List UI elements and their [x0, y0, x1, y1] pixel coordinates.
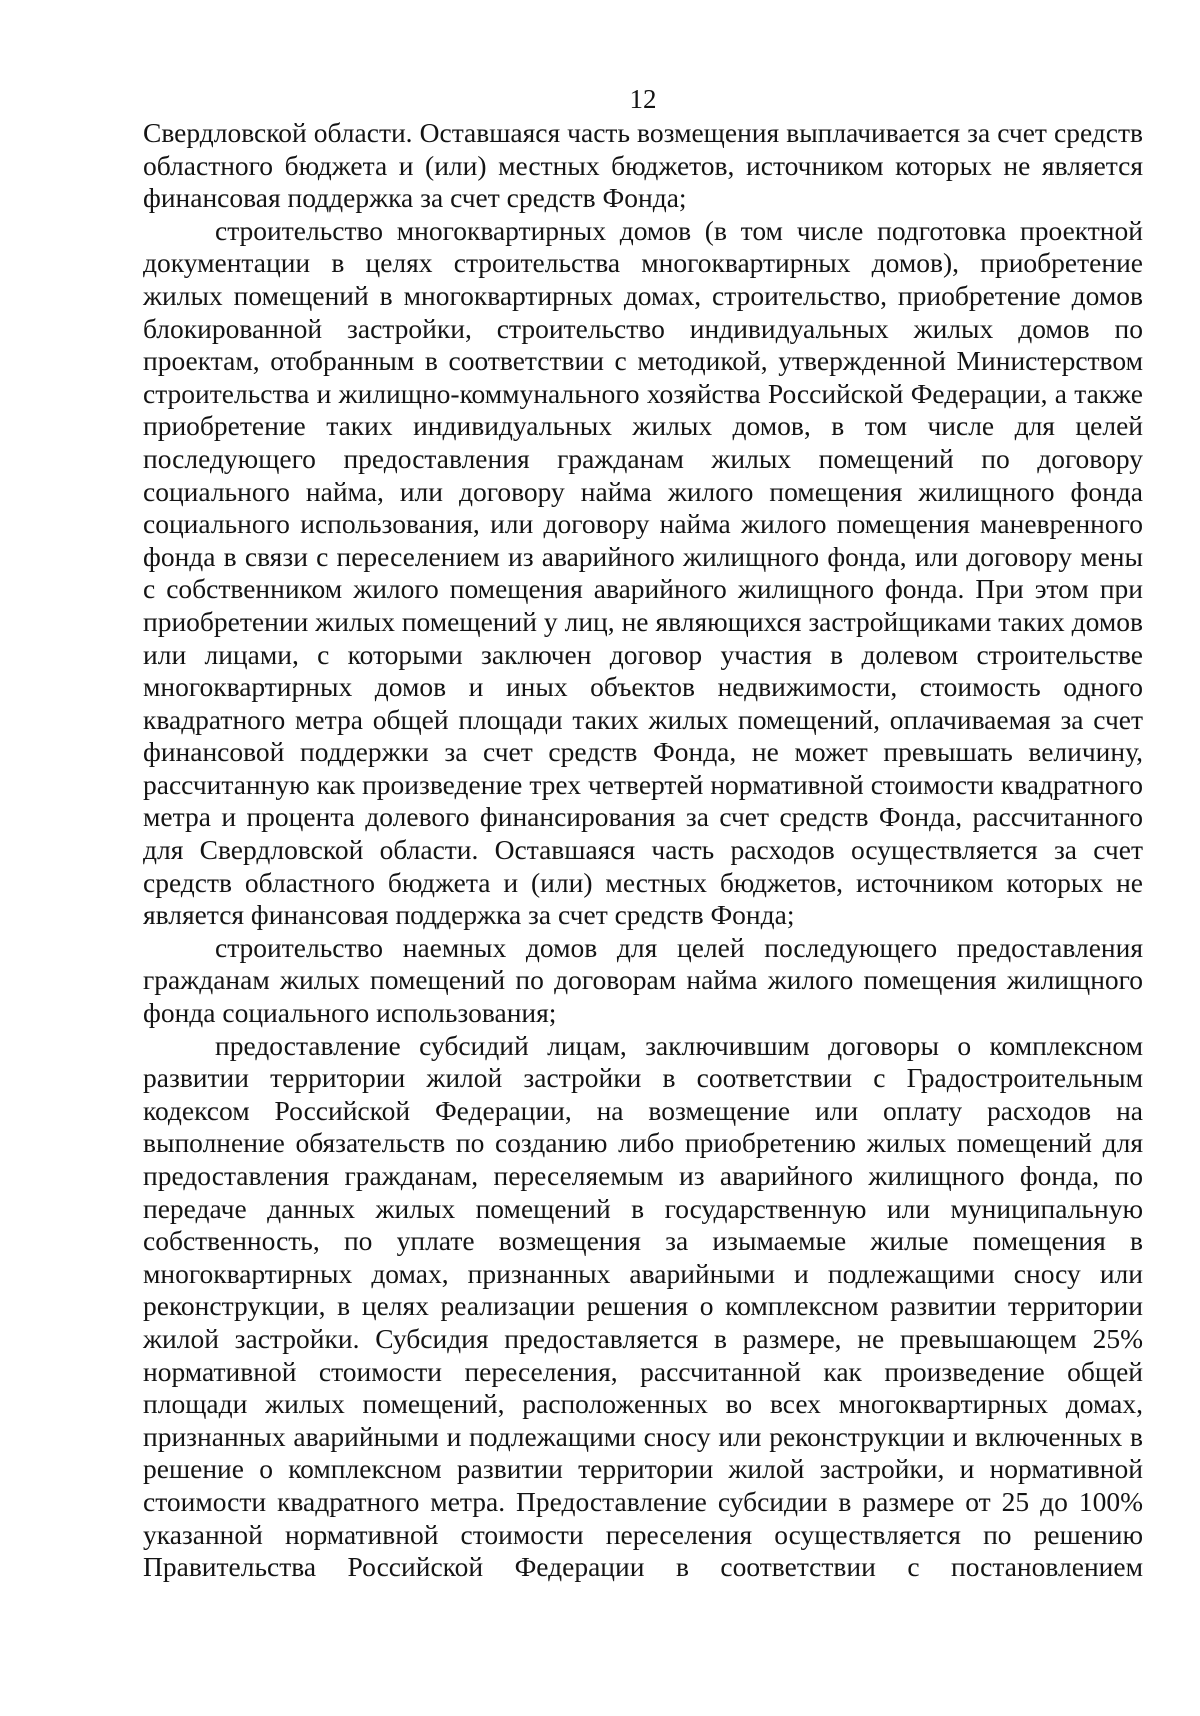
paragraph-rental-houses: строительство наемных домов для целей последующего предоставления гражданам жилых помещений по договорам найма жилого помещения жилищного фонда социального использования; — [143, 931, 1143, 1029]
paragraph-construction-mkd: строительство многоквартирных домов (в том числе подготовка проектной документации в целях строительства многоквартирных домов), приобретение жилых помещений в многоквартирных домах, строительство, приобретение домов блокированной застройки, строительство индивидуальных жилых домов по проектам, отобранным в соответствии с методикой, утвержденной Министерством строительства и жилищно-коммунального хозяйства Российской Федерации, а также приобретение таких индивидуальных жилых домов, в том числе для целей последующего предоставления гражданам жилых помещений по договору социального найма, или договору найма жилого помещения жилищного фонда социального использования, или договору найма жилого помещения маневренного фонда в связи с переселением из аварийного жилищного фонда, или договору мены с собственником жилого помещения аварийного жилищного фонда. При этом при приобретении жилых помещений у лиц, не являющихся застройщиками таких домов или лицами, с которыми заключен договор участия в долевом строительстве многоквартирных домов и иных объектов недвижимости, стоимость одного квадратного метра общей площади таких жилых помещений, оплачиваемая за счет финансовой поддержки за счет средств Фонда, не может превышать величину, рассчитанную как произведение трех четвертей нормативной стоимости квадратного метра и процента долевого финансирования за счет средств Фонда, рассчитанного для Свердловской области. Оставшаяся часть расходов осуществляется за счет средств областного бюджета и (или) местных бюджетов, источником которых не является финансовая поддержка за счет средств Фонда; — [143, 214, 1143, 931]
paragraph-continuation: Свердловской области. Оставшаяся часть возмещения выплачивается за счет средств областного бюджета и (или) местных бюджетов, источником которых не является финансовая поддержка за счет средств Фонда; — [143, 117, 1143, 214]
paragraph-subsidies: предоставление субсидий лицам, заключившим договоры о комплексном развитии территории жилой застройки в соответствии с Градостроительным кодексом Российской Федерации, на возмещение или оплату расходов на выполнение обязательств по созданию либо приобретению жилых помещений для предоставления гражданам, переселяемым из аварийного жилищного фонда, по передаче данных жилых помещений в государственную или муниципальную собственность, по уплате возмещения за изымаемые жилые помещения в многоквартирных домах, признанных аварийными и подлежащими сносу или реконструкции, в целях реализации решения о комплексном развитии территории жилой застройки. Субсидия предоставляется в размере, не превышающем 25% нормативной стоимости переселения, рассчитанной как произведение общей площади жилых помещений, расположенных во всех многоквартирных домах, признанных аварийными и подлежащими сносу или реконструкции и включенных в решение о комплексном развитии территории жилой застройки, и нормативной стоимости квадратного метра. Предоставление субсидии в размере от 25 до 100% указанной нормативной стоимости переселения осуществляется по решению Правительства Российской Федерации в соответствии с постановлением — [143, 1029, 1143, 1583]
document-page — [143, 82, 1143, 1584]
page-number: 12 — [629, 84, 657, 114]
